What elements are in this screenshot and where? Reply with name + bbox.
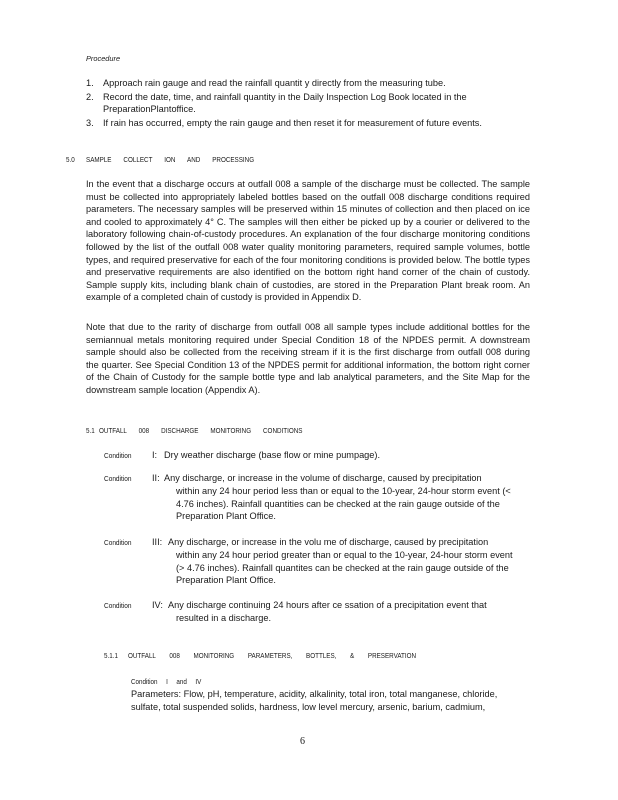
list-item xyxy=(86,117,526,130)
subsection-number: 5.1.1 xyxy=(104,651,118,660)
condition-roman: I: xyxy=(152,450,158,460)
condition-text: Any discharge, or increase in the volume of discharge, caused by precipitation xyxy=(164,473,482,483)
procedure-title: Procedure xyxy=(86,54,121,63)
step-number: 2. xyxy=(86,91,94,102)
condition-roman: IV: xyxy=(152,600,163,610)
condition-text: within any 24 hour period less than or equal to the 10-year, 24-hour storm event (< 4.76 inches). Rainfall quantities can be checked at the rain gauge outside of the Preparation Plant Office. xyxy=(176,486,511,522)
condition-text: Dry weather discharge (base flow or mine pumpage). xyxy=(164,450,381,460)
condition-label: Condition xyxy=(104,601,132,610)
list-item xyxy=(86,91,526,116)
section-title: SAMPLE COLLECT ION AND PROCESSING xyxy=(86,155,255,164)
condition-text: within any 24 hour period greater than or equal to the 10-year, 24-hour storm event (> 4.76 inches). Rainfall quantites can be checked at the rain gauge outside of the Preparation Plant Office. xyxy=(176,550,513,586)
condition-label: Condition xyxy=(104,474,132,483)
step-number: 3. xyxy=(86,117,94,128)
step-text: If rain has occurred, empty the rain gauge and then reset it for measurement of future events. xyxy=(103,117,482,128)
parameters-text: Parameters: Flow, pH, temperature, acidity, alkalinity, total iron, total manganese, chloride, sulfate, total suspended solids, hardness, low level mercury, arsenic, barium, cadmium, xyxy=(131,689,498,712)
procedure-steps xyxy=(86,77,526,129)
condition-text: Any discharge, or increase in the volu me of discharge, caused by precipitation xyxy=(168,537,489,547)
subsection-title: OUTFALL 008 MONITORING PARAMETERS, BOTTLES, & PRESERVATION xyxy=(128,651,417,660)
condition-label: Condition xyxy=(104,538,132,547)
step-text-line: Record the date, time, and rainfall quantity in the Daily Inspection Log Book located in the xyxy=(103,91,467,102)
condition-text: resulted in a discharge. xyxy=(176,613,271,623)
body-paragraph: In the event that a discharge occurs at outfall 008 a sample of the discharge must be collected. The sample must be collected into appropriately labeled bottles based on the outfall 008 discharge conditions required parameters. The necessary samples will be preserved within 15 minutes of collection and then placed on ice and cooled to approximately 4° C. The samples will then either be picked up by a courier or delivered to the laboratory following chain-of-custody procedures. An explanation of the four discharge monitoring conditions followed by the list of the outfall 008 water quality monitoring parameters, required sample volumes, bottle types, and required preservative for each of the four monitoring conditions is provided below. The bottle types and preservative requirements are also identified on the bottom right hand corner of the chain of custody. Sample supply kits, including blank chain of custodies, are stored in the Preparation Plant break room. An example of a completed chain of custody is provided in Appendix D. xyxy=(86,179,530,303)
step-number: 1. xyxy=(86,78,94,88)
step-text-line: PreparationPlantoffice. xyxy=(103,104,196,115)
section-number: 5.0 xyxy=(66,155,75,164)
subsection-number: 5.1 xyxy=(86,426,95,435)
subsection-title: OUTFALL 008 DISCHARGE MONITORING CONDITIONS xyxy=(99,426,303,435)
step-text xyxy=(103,91,467,116)
condition-roman: III: xyxy=(152,537,163,547)
condition-text: Any discharge continuing 24 hours after ce ssation of a precipitation event that xyxy=(168,600,487,610)
step-text: Approach rain gauge and read the rainfall quantit y directly from the measuring tube. xyxy=(103,78,446,88)
condition-label: Condition xyxy=(104,451,132,460)
condition-label: Condition I and IV xyxy=(131,677,202,686)
body-paragraph: Note that due to the rarity of discharge from outfall 008 all sample types include additional bottles for the semiannual metals monitoring required under Special Condition 18 of the NPDES permit. A downstream sample should also be collected from the receiving stream if it is the first discharge from outfall 008 during the quarter. See Special Condition 13 of the NPDES permit for additional information, the bottom right corner of the Chain of Custody for the sample bottle type and lab analytical parameters, and the Site Map for the downstream sample location (Appendix A). xyxy=(86,322,530,395)
condition-roman: II: xyxy=(152,473,160,483)
page-number: 6 xyxy=(300,736,305,747)
list-item xyxy=(86,77,526,90)
